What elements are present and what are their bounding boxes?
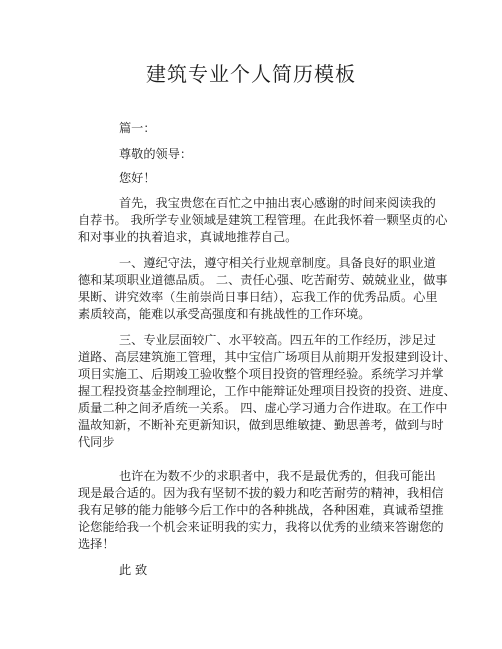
paragraph-line: 温故知新，不断补充更新知识，做到思维敏捷、勤思善考，做到与时 xyxy=(78,418,444,432)
paragraph-line: 首先，我宝贵您在百忙之中抽出衷心感谢的时间来阅读我的 xyxy=(119,196,436,210)
paragraph-line: 自荐书。 我所学专业领域是建筑工程管理。在此我怀着一颗坚贞的心 xyxy=(78,213,448,227)
paragraph-line: 论您能给我一个机会来证明我的实力，我将以优秀的业绩来答谢您的 xyxy=(78,520,444,534)
paragraph-line: 德和某项职业道德品质。 二、责任心强、吃苦耐劳、兢兢业业，做事 xyxy=(78,273,448,287)
paragraph-line: 代同步 xyxy=(78,435,115,449)
paragraph-line: 一、遵纪守法，遵守相关行业规章制度。具备良好的职业道 xyxy=(119,256,436,270)
section-label: 篇一： xyxy=(119,121,156,135)
paragraph-line: 握工程投资基金控制理论，工作中能辩证处理项目投资的投资、进度、 xyxy=(78,384,456,398)
paragraph-line: 素质较高，能难以承受高强度和有挑战性的工作环境。 xyxy=(78,307,371,321)
closing: 此 致 xyxy=(119,563,148,577)
paragraph-line: 我有足够的能力能够今后工作中的各种挑战，各种困难，真诚希望推 xyxy=(78,503,444,517)
paragraph-line: 也许在为数不少的求职者中，我不是最优秀的，但我可能出 xyxy=(119,469,436,483)
paragraph-line: 三、专业层面较广、水平较高。四五年的工作经历，涉足过 xyxy=(119,333,436,347)
paragraph-line: 道路、高层建筑施工管理，其中宝信广场项目从前期开发报建到设计、 xyxy=(78,350,456,364)
paragraph-line: 质量二种之间矛盾统一关系。 四、虚心学习通力合作进取。在工作中 xyxy=(78,401,448,415)
paragraph-line: 果断、讲究效率（生前崇尚日事日结），忘我工作的优秀品质。心里 xyxy=(78,290,438,304)
paragraph-line: 选择！ xyxy=(78,537,115,551)
salutation: 尊敬的领导： xyxy=(119,147,193,161)
paragraph-line: 项目实施工、后期竣工验收整个项目投资的管理经验。系统学习并掌 xyxy=(78,367,444,381)
paragraph-line: 现是最合适的。因为我有坚韧不拔的毅力和吃苦耐劳的精神，我相信 xyxy=(78,486,444,500)
page-title: 建筑专业个人简历模板 xyxy=(146,62,356,86)
greeting: 您好！ xyxy=(119,171,156,185)
paragraph-line: 和对事业的执着追求，真诚地推荐自己。 xyxy=(78,230,298,244)
